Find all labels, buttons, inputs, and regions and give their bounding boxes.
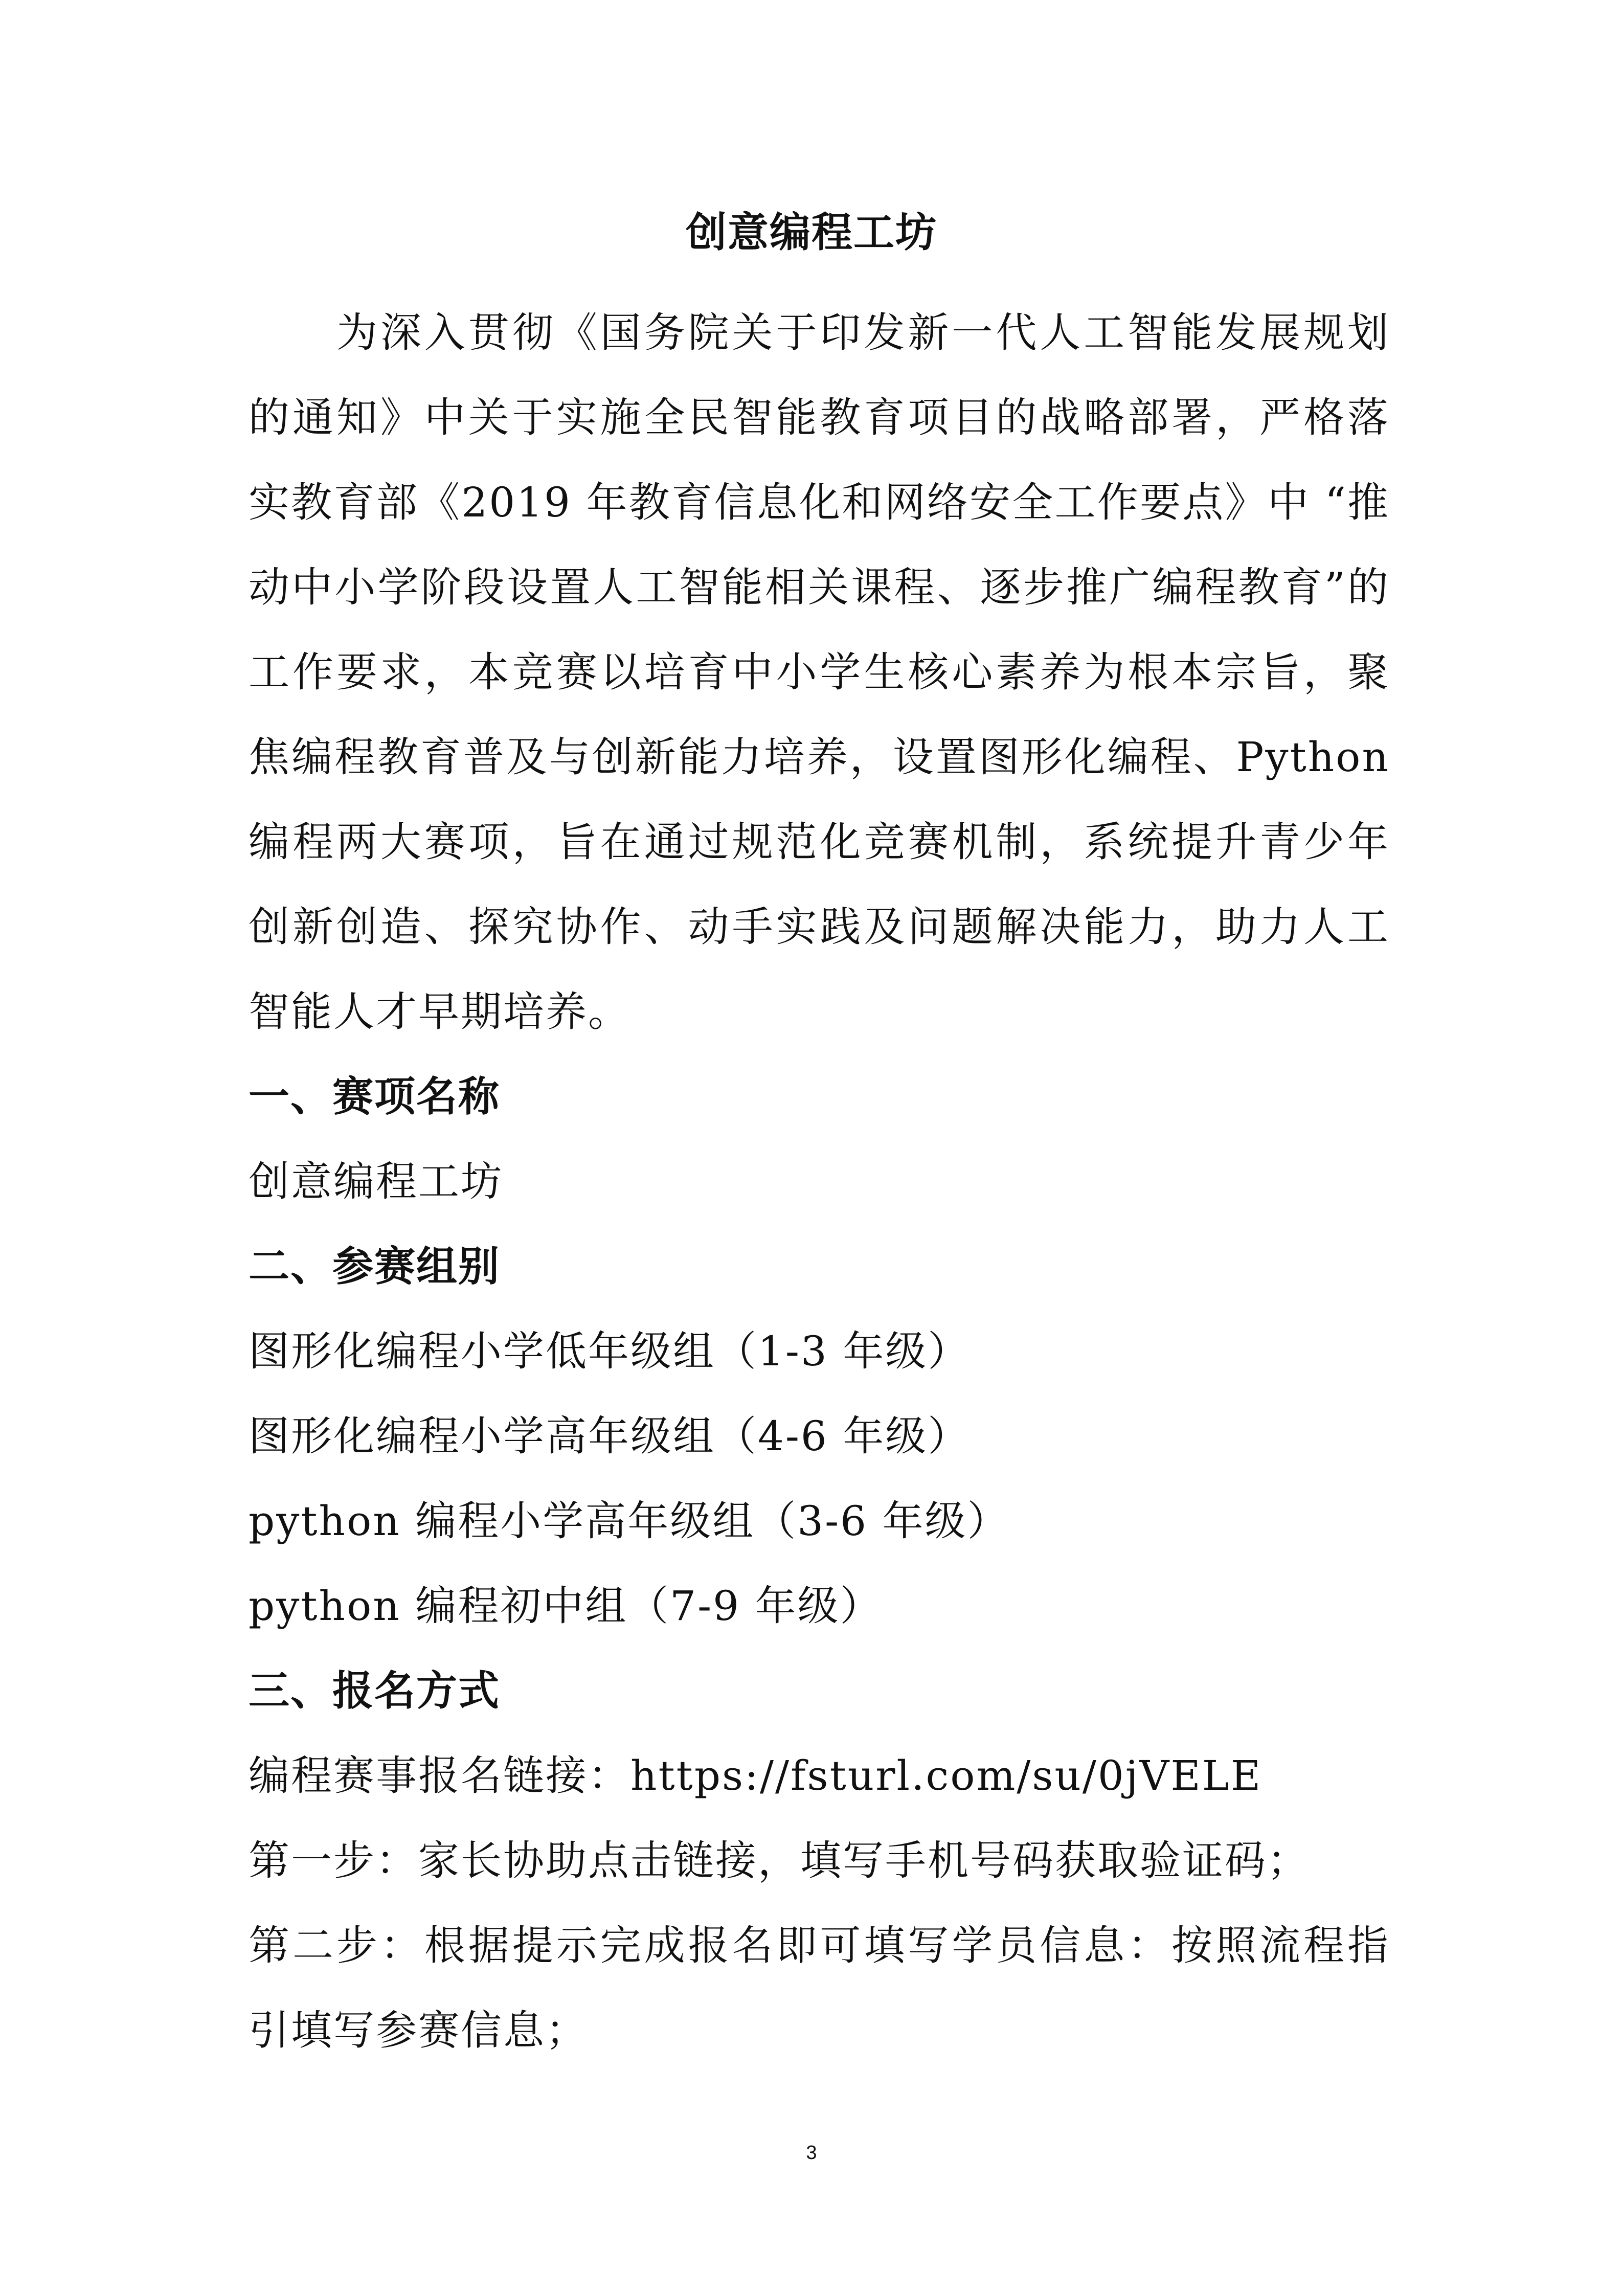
section-heading-registration: 三、报名方式 xyxy=(249,1667,500,1715)
section-groups xyxy=(249,1224,1390,1649)
group-item-graphical-lower: 图形化编程小学低年级组（1-3 年级） xyxy=(249,1327,971,1375)
page-number: 3 xyxy=(806,2142,817,2164)
registration-step-2: 第二步：根据提示完成报名即可填写学员信息：按照流程指引填写参赛信息； xyxy=(249,1922,1390,2054)
section-registration xyxy=(249,1649,1390,2073)
section-event-name xyxy=(249,1054,1390,1224)
group-item-python-junior: python 编程初中组（7-9 年级） xyxy=(249,1582,883,1630)
registration-step-1: 第一步：家长协助点击链接，填写手机号码获取验证码； xyxy=(249,1837,1310,1884)
document-body xyxy=(249,290,1390,2073)
section-heading-groups: 二、参赛组别 xyxy=(249,1243,500,1290)
event-name-text: 创意编程工坊 xyxy=(249,1158,503,1205)
registration-link-text: 编程赛事报名链接：https://fsturl.com/su/0jVELE xyxy=(249,1752,1263,1799)
intro-paragraph: 为深入贯彻《国务院关于印发新一代人工智能发展规划的通知》中关于实施全民智能教育项目的战略部署，严格落实教育部《2019 年教育信息化和网络安全工作要点》中 “推动中小学阶段设置人工智能相关课程、逐步推广编程教育”的工作要求，本竞赛以培育中小学生核心素养为根本宗旨，聚焦编程教育普及与创新能力培养，设置图形化编程、Python 编程两大赛项，旨在通过规范化竞赛机制，系统提升青少年创新创造、探究协作、动手实践及问题解决能力，助力人工智能人才早期培养。 xyxy=(249,309,1390,1036)
section-heading-event-name: 一、赛项名称 xyxy=(249,1073,500,1120)
group-item-python-primary: python 编程小学高年级组（3-6 年级） xyxy=(249,1497,1010,1545)
group-item-graphical-upper: 图形化编程小学高年级组（4-6 年级） xyxy=(249,1412,971,1460)
document-title: 创意编程工坊 xyxy=(686,209,937,256)
